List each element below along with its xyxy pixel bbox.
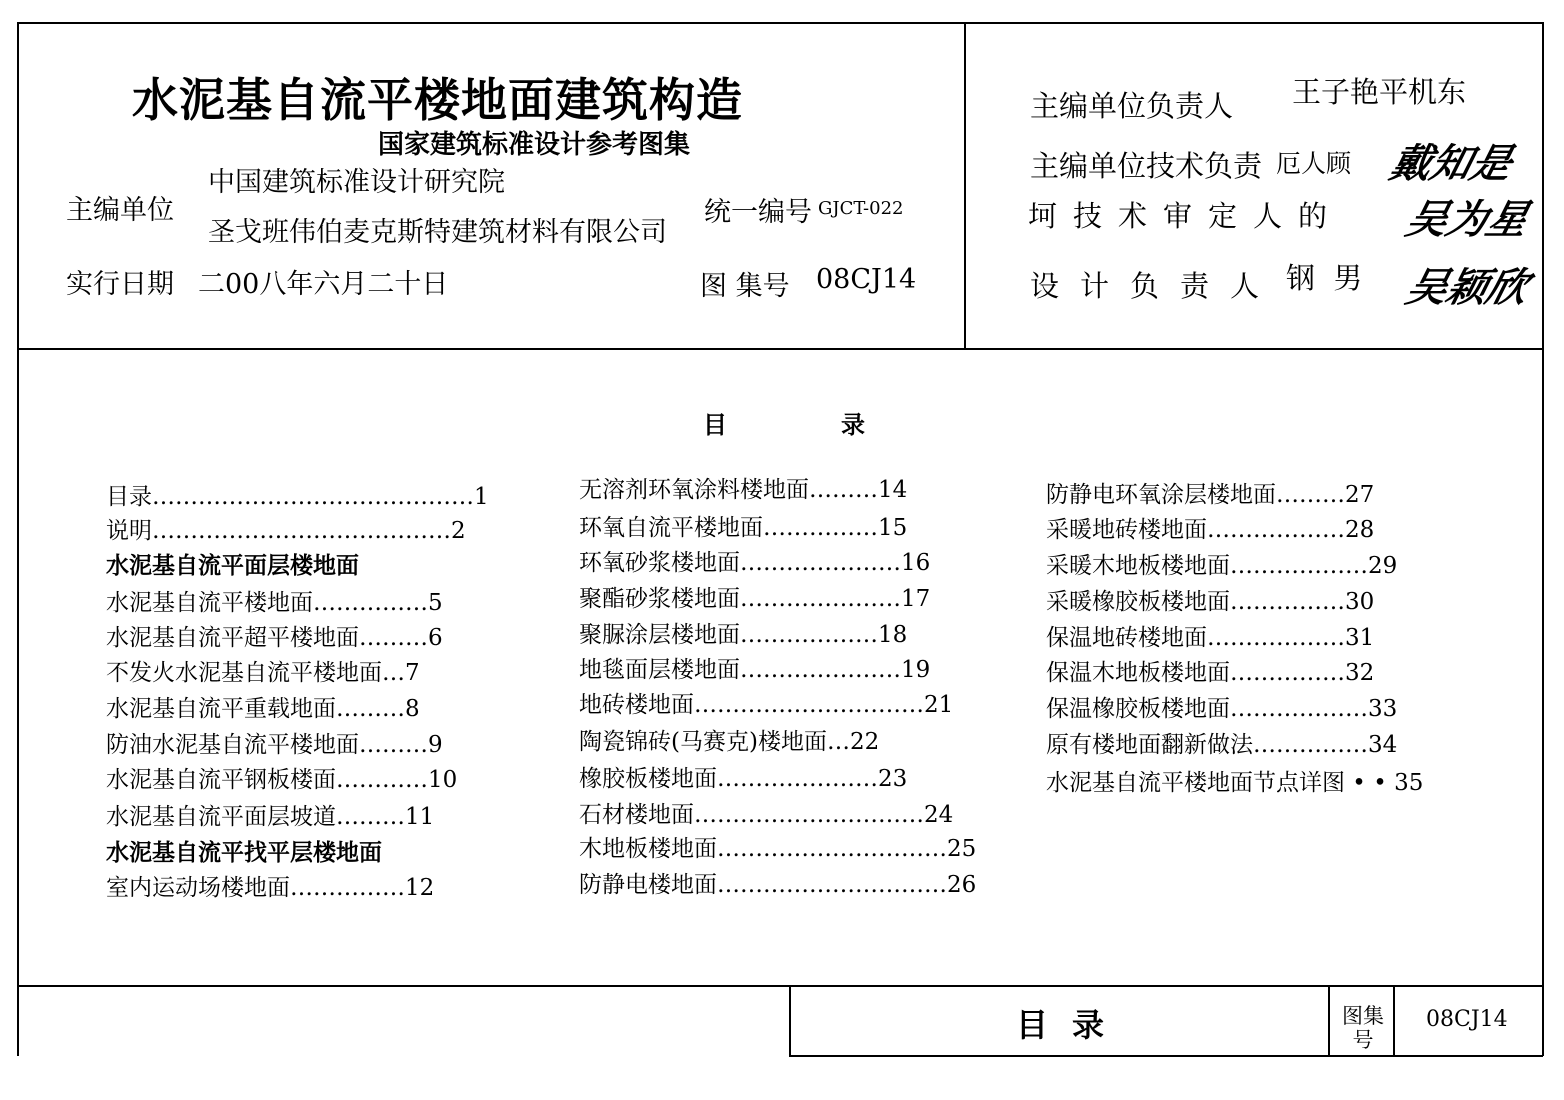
footer-bottom-border (789, 1055, 1543, 1057)
toc-entry: 水泥基自流平面层坡道………11 (106, 804, 435, 830)
footer-left-divider (789, 985, 791, 1057)
toc-entry: 保温木地板楼地面……………32 (1046, 660, 1375, 686)
toc-title-a: 目 (703, 411, 727, 439)
frame-right-border (1542, 22, 1544, 1056)
approval-label-3: 坷技术审定人的 (1028, 199, 1344, 233)
approval-name-1: 王子艳平机东 (1292, 75, 1467, 109)
frame-left-border (17, 22, 19, 1056)
signature-3: 吴为星 (1401, 196, 1534, 243)
toc-entry: 聚脲涂层楼地面………………18 (579, 622, 908, 648)
toc-entry: 室内运动场楼地面……………12 (106, 875, 435, 901)
toc-entry: 水泥基自流平楼地面……………5 (106, 590, 443, 616)
atlas-no-value: 08CJ14 (816, 264, 917, 295)
toc-entry: 目录……………………………………1 (106, 484, 489, 510)
toc-entry: 不发火水泥基自流平楼地面…7 (106, 660, 420, 686)
atlas-no-label: 图 集号 (700, 271, 790, 302)
page-subtitle: 国家建筑标准设计参考图集 (378, 130, 691, 160)
toc-section-heading: 水泥基自流平面层楼地面 (106, 553, 359, 579)
approval-name-2: 厄人顾 (1276, 149, 1352, 178)
editor-unit-2: 圣戈班伟伯麦克斯特建筑材料有限公司 (208, 217, 667, 248)
frame-top-border (17, 22, 1543, 24)
toc-entry: 环氧自流平楼地面……………15 (579, 515, 908, 541)
unified-no-label: 统一编号 (704, 197, 812, 228)
header-vertical-divider (964, 22, 966, 349)
toc-entry: 地毯面层楼地面…………………19 (579, 657, 931, 683)
approval-name-4: 钢 男 (1286, 261, 1363, 295)
approval-label-4: 设计负责人 (1030, 269, 1281, 303)
toc-entry: 聚酯砂浆楼地面…………………17 (579, 586, 931, 612)
footer-atlas-label: 图集号 (1342, 1004, 1384, 1052)
footer-atlas-no: 08CJ14 (1426, 1007, 1508, 1032)
effective-date-value: 二00八年六月二十日 (198, 269, 449, 300)
toc-entry: 防油水泥基自流平楼地面………9 (106, 732, 443, 758)
toc-entry: 地砖楼地面…………………………21 (579, 692, 954, 718)
editor-unit-1: 中国建筑标准设计研究院 (208, 167, 505, 198)
toc-entry: 水泥基自流平重载地面………8 (106, 696, 420, 722)
toc-entry: 防静电楼地面…………………………26 (579, 872, 977, 898)
effective-date-label: 实行日期 (66, 269, 174, 300)
footer-label-divider-2 (1393, 985, 1395, 1057)
toc-entry: 陶瓷锦砖(马赛克)楼地面…22 (579, 729, 880, 755)
footer-label-divider-1 (1328, 985, 1330, 1057)
approval-label-2: 主编单位技术负责 (1030, 149, 1263, 183)
signature-4: 吴颖欣 (1401, 264, 1534, 311)
toc-entry: 石材楼地面…………………………24 (579, 802, 954, 828)
unified-no-value: GJCT-022 (818, 198, 904, 219)
toc-entry: 采暖地砖楼地面………………28 (1046, 517, 1375, 543)
toc-entry: 无溶剂环氧涂料楼地面………14 (579, 477, 908, 503)
toc-entry: 防静电环氧涂层楼地面………27 (1046, 482, 1375, 508)
toc-entry: 水泥基自流平钢板楼面…………10 (106, 767, 458, 793)
editor-unit-label: 主编单位 (66, 195, 174, 226)
signature-2: 戴知是 (1385, 140, 1518, 187)
page-title: 水泥基自流平楼地面建筑构造 (132, 73, 743, 127)
toc-entry: 采暖木地板楼地面………………29 (1046, 553, 1398, 579)
toc-entry: 木地板楼地面…………………………25 (579, 836, 977, 862)
toc-entry: 保温地砖楼地面………………31 (1046, 625, 1375, 651)
header-divider (17, 348, 1543, 350)
toc-entry: 水泥基自流平超平楼地面………6 (106, 625, 443, 651)
toc-entry: 橡胶板楼地面…………………23 (579, 766, 908, 792)
toc-entry: 采暖橡胶板楼地面……………30 (1046, 589, 1375, 615)
toc-section-heading: 水泥基自流平找平层楼地面 (106, 840, 382, 866)
footer-divider (17, 985, 1543, 987)
approval-label-1: 主编单位负责人 (1030, 89, 1234, 123)
toc-entry: 水泥基自流平楼地面节点详图 • • 35 (1046, 770, 1424, 796)
footer-title: 目录 (1016, 1006, 1129, 1044)
toc-entry: 原有楼地面翻新做法……………34 (1046, 732, 1398, 758)
toc-entry: 环氧砂浆楼地面…………………16 (579, 550, 931, 576)
toc-entry: 保温橡胶板楼地面………………33 (1046, 696, 1398, 722)
toc-title-b: 录 (841, 411, 865, 439)
toc-entry: 说明…………………………………2 (106, 518, 466, 544)
